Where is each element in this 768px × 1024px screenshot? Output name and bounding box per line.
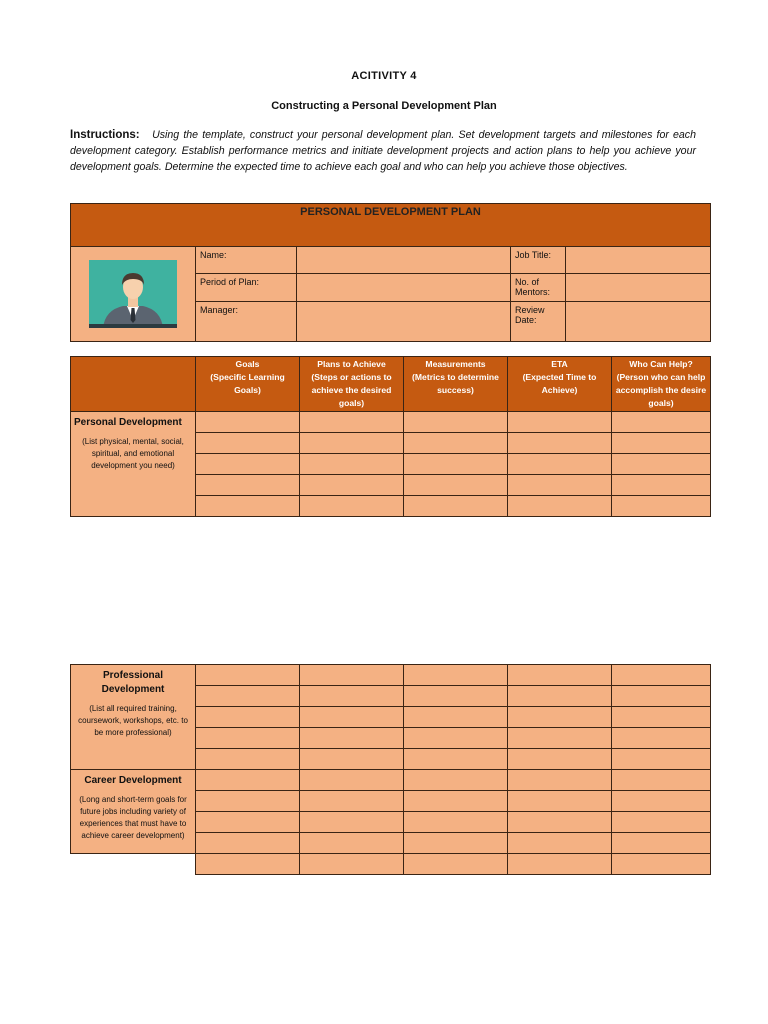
plan-title: PERSONAL DEVELOPMENT PLAN (71, 204, 711, 247)
table-cell[interactable] (404, 833, 508, 854)
table-cell[interactable] (404, 812, 508, 833)
table-cell[interactable] (196, 665, 300, 686)
table-cell[interactable] (612, 475, 711, 496)
table-cell[interactable] (404, 791, 508, 812)
review-label-line1: Review (515, 305, 545, 315)
table-cell[interactable] (300, 454, 404, 475)
table-cell[interactable] (612, 728, 711, 749)
review-label-line2: Date: (515, 315, 537, 325)
table-cell[interactable] (508, 665, 612, 686)
table-cell[interactable] (196, 770, 300, 791)
col-header-plans (300, 357, 404, 412)
table-cell[interactable] (404, 770, 508, 791)
col-help-title: Who Can Help? (629, 359, 693, 369)
table-cell[interactable] (404, 412, 508, 433)
table-cell[interactable] (196, 496, 300, 517)
table-cell[interactable] (612, 770, 711, 791)
table-cell[interactable] (508, 433, 612, 454)
table-cell[interactable] (508, 854, 612, 875)
table-cell[interactable] (196, 728, 300, 749)
table-cell[interactable] (612, 496, 711, 517)
table-cell[interactable] (508, 707, 612, 728)
table-cell[interactable] (196, 433, 300, 454)
professional-career-table (70, 664, 711, 875)
table-cell[interactable] (508, 496, 612, 517)
mentors-label (511, 274, 566, 302)
table-cell[interactable] (196, 791, 300, 812)
avatar-cell (71, 247, 196, 342)
plan-header-table (70, 203, 711, 342)
table-cell[interactable] (300, 728, 404, 749)
col-header-who-can-help (612, 357, 711, 412)
corner-header-cell (71, 357, 196, 412)
table-cell[interactable] (508, 728, 612, 749)
personal-development-cell (71, 412, 196, 517)
table-cell[interactable] (404, 686, 508, 707)
table-cell[interactable] (196, 707, 300, 728)
col-help-sub: (Person who can help accomplish the desire goals) (615, 372, 707, 408)
name-field[interactable] (297, 247, 511, 274)
career-development-desc: (Long and short-term goals for future jobs including variety of experiences that must have to achieve career development) (79, 795, 187, 840)
table-cell[interactable] (300, 475, 404, 496)
col-header-goals (196, 357, 300, 412)
col-goals-sub: (Specific Learning Goals) (210, 372, 285, 395)
job-title-field[interactable] (566, 247, 711, 274)
col-header-eta (508, 357, 612, 412)
table-cell[interactable] (404, 749, 508, 770)
col-plans-sub: (Steps or actions to achieve the desired goals) (311, 372, 392, 408)
col-eta-sub: (Expected Time to Achieve) (522, 372, 597, 395)
table-cell[interactable] (300, 686, 404, 707)
table-cell[interactable] (300, 770, 404, 791)
instructions-paragraph (70, 127, 696, 175)
table-cell[interactable] (612, 749, 711, 770)
table-cell[interactable] (612, 412, 711, 433)
col-goals-title: Goals (235, 359, 260, 369)
col-header-measurements (404, 357, 508, 412)
table-cell[interactable] (612, 833, 711, 854)
table-cell[interactable] (300, 496, 404, 517)
personal-development-table (70, 356, 711, 517)
instructions-lead: Instructions: (70, 129, 140, 141)
table-cell[interactable] (508, 412, 612, 433)
col-eta-title: ETA (551, 359, 568, 369)
table-cell[interactable] (196, 454, 300, 475)
table-cell[interactable] (508, 791, 612, 812)
blank-cell (71, 854, 196, 875)
personal-development-desc: (List physical, mental, social, spiritual, and emotional development you need) (82, 437, 184, 470)
period-label: Period of Plan: (196, 274, 297, 302)
table-cell[interactable] (404, 454, 508, 475)
table-cell[interactable] (404, 475, 508, 496)
table-cell[interactable] (300, 854, 404, 875)
col-measure-title: Measurements (425, 359, 486, 369)
table-cell[interactable] (612, 454, 711, 475)
table-cell[interactable] (612, 707, 711, 728)
career-development-cell (71, 770, 196, 854)
table-cell[interactable] (612, 433, 711, 454)
mentors-label-line1: No. of (515, 277, 540, 287)
manager-label: Manager: (196, 302, 297, 342)
table-cell[interactable] (612, 854, 711, 875)
table-cell[interactable] (196, 854, 300, 875)
table-cell[interactable] (300, 812, 404, 833)
table-cell[interactable] (196, 749, 300, 770)
table-cell[interactable] (300, 412, 404, 433)
table-cell[interactable] (196, 833, 300, 854)
personal-development-title: Personal Development (74, 417, 182, 428)
col-plans-title: Plans to Achieve (317, 359, 386, 369)
table-cell[interactable] (404, 665, 508, 686)
table-cell[interactable] (508, 686, 612, 707)
table-cell[interactable] (300, 749, 404, 770)
table-cell[interactable] (508, 833, 612, 854)
businessman-avatar-icon (89, 260, 177, 328)
table-cell[interactable] (508, 749, 612, 770)
table-cell[interactable] (508, 475, 612, 496)
table-cell[interactable] (612, 686, 711, 707)
professional-development-title: Professional Development (101, 670, 165, 695)
col-measure-sub: (Metrics to determine success) (412, 372, 499, 395)
table-cell[interactable] (300, 707, 404, 728)
career-development-title: Career Development (84, 775, 182, 786)
table-cell[interactable] (300, 791, 404, 812)
table-cell[interactable] (508, 812, 612, 833)
name-label: Name: (196, 247, 297, 274)
mentors-field[interactable] (566, 274, 711, 302)
review-date-label (511, 302, 566, 342)
table-cell[interactable] (196, 686, 300, 707)
table-cell[interactable] (612, 665, 711, 686)
table-cell[interactable] (404, 728, 508, 749)
job-title-label: Job Title: (511, 247, 566, 274)
manager-field[interactable] (297, 302, 511, 342)
table-cell[interactable] (196, 812, 300, 833)
table-cell[interactable] (612, 791, 711, 812)
professional-development-desc: (List all required training, coursework, workshops, etc. to be more professional) (78, 704, 188, 737)
table-cell[interactable] (508, 770, 612, 791)
activity-title: ACITIVITY 4 (351, 70, 417, 82)
table-cell[interactable] (404, 496, 508, 517)
table-cell[interactable] (300, 833, 404, 854)
period-field[interactable] (297, 274, 511, 302)
table-cell[interactable] (508, 454, 612, 475)
table-cell[interactable] (196, 475, 300, 496)
table-cell[interactable] (612, 812, 711, 833)
table-cell[interactable] (196, 412, 300, 433)
activity-subtitle: Constructing a Personal Development Plan (271, 100, 497, 112)
professional-development-cell (71, 665, 196, 770)
instructions-body: Using the template, construct your personal development plan. Set development targets and milestones for each development category. Establish performance metrics and initiate development projects and action plans to help you achieve your development goals. Determine the expected time to achieve each goal and who can help you achieve those objectives. (70, 129, 696, 173)
review-date-field[interactable] (566, 302, 711, 342)
table-cell[interactable] (300, 433, 404, 454)
table-cell[interactable] (404, 433, 508, 454)
mentors-label-line2: Mentors: (515, 287, 551, 297)
table-cell[interactable] (404, 854, 508, 875)
table-cell[interactable] (404, 707, 508, 728)
table-cell[interactable] (300, 665, 404, 686)
